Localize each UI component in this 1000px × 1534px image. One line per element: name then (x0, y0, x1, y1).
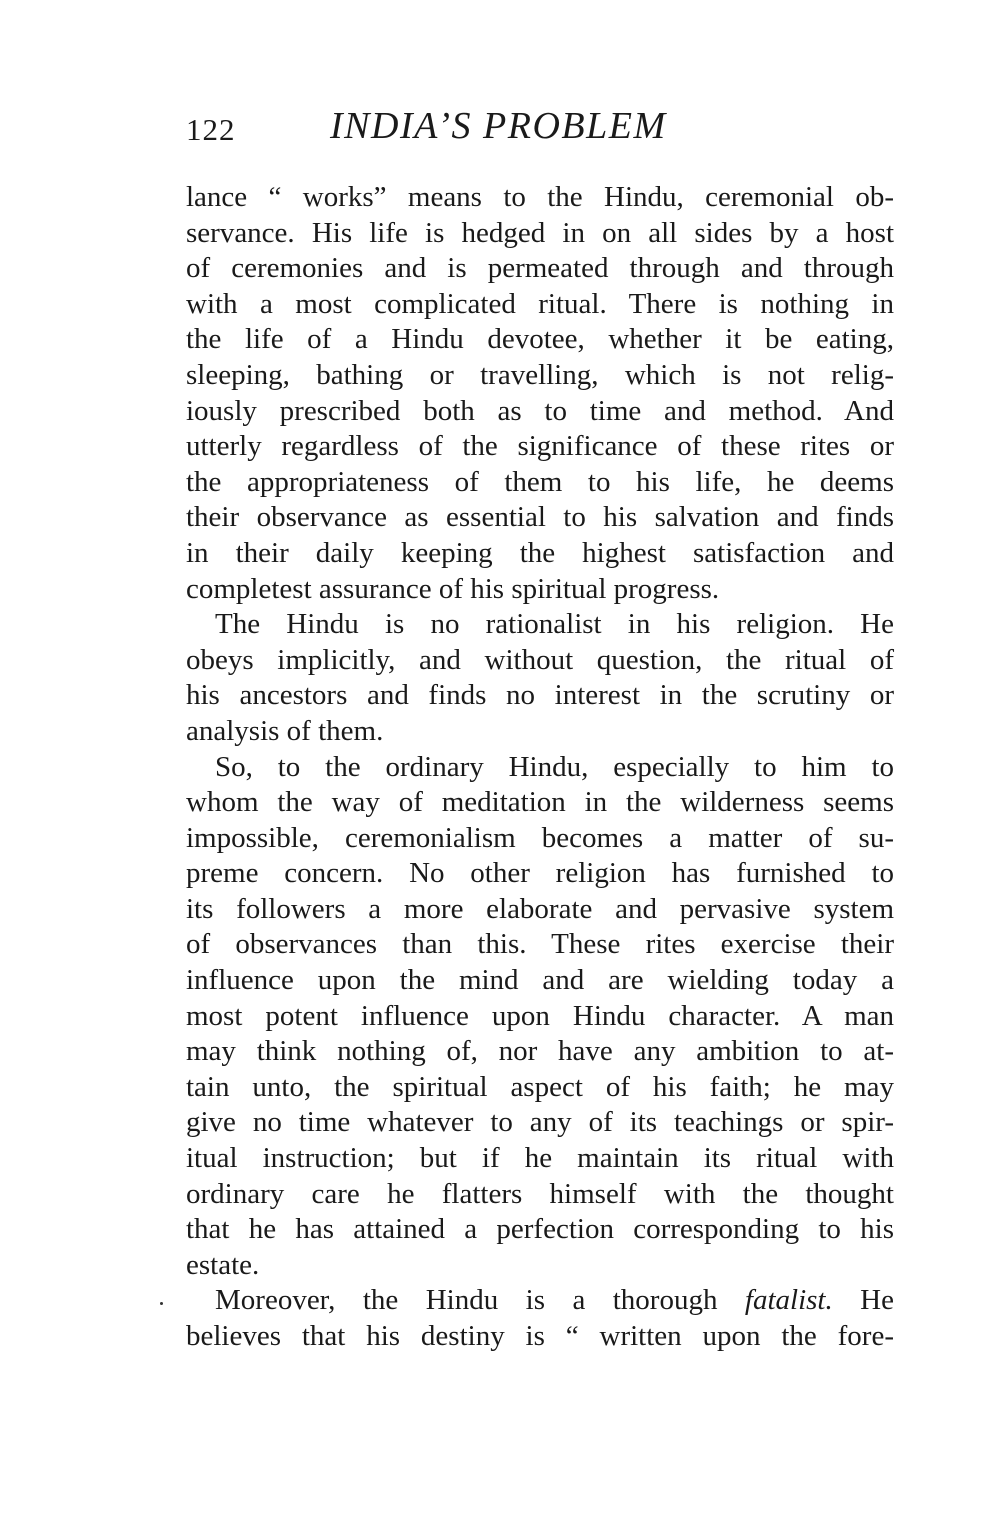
text-line: analysis of them. (186, 714, 384, 747)
text-fragment: He (860, 1284, 894, 1317)
text-line: their observance as essential to his salvation and finds (186, 501, 894, 534)
text-line: iously prescribed both as to time and method. And (186, 394, 894, 427)
stray-ink-mark (160, 1302, 163, 1305)
text-line: may think nothing of, nor have any ambition to at- (186, 1035, 894, 1068)
text-line: the life of a Hindu devotee, whether it be eating, (186, 323, 894, 356)
text-line: with a most complicated ritual. There is nothing in (186, 287, 894, 320)
text-line: of observances than this. These rites exercise their (186, 928, 894, 961)
text-line: whom the way of meditation in the wilderness seems (186, 786, 894, 819)
text-line: of ceremonies and is permeated through and through (186, 252, 894, 285)
text-line: ordinary care he flatters himself with the thought (186, 1177, 894, 1210)
text-line: tain unto, the spiritual aspect of his faith; he may (186, 1070, 894, 1103)
text-line (186, 1283, 894, 1319)
text-line: believes that his destiny is “ written upon the fore- (186, 1320, 894, 1352)
text-fragment: Moreover, the Hindu is a thorough (215, 1284, 718, 1317)
text-line: the appropriateness of them to his life, he deems (186, 465, 894, 498)
text-line: most potent influence upon Hindu character. A man (186, 999, 894, 1032)
text-line: influence upon the mind and are wielding today a (186, 964, 894, 997)
running-title: INDIA’S PROBLEM (330, 105, 667, 147)
body-text (186, 180, 894, 1355)
text-line: preme concern. No other religion has furnished to (186, 857, 894, 890)
text-line: The Hindu is no rationalist in his religion. He (215, 608, 894, 641)
text-line: that he has attained a perfection corresponding to his (186, 1213, 894, 1246)
text-line: impossible, ceremonialism becomes a matter of su- (186, 821, 894, 854)
text-line: give no time whatever to any of its teachings or spir- (186, 1106, 894, 1139)
text-line: sleeping, bathing or travelling, which is not relig- (186, 358, 894, 391)
text-line: itual instruction; but if he maintain its ritual with (186, 1142, 894, 1175)
text-line: lance “ works” means to the Hindu, ceremonial ob- (186, 181, 894, 213)
text-line: estate. (186, 1248, 260, 1281)
text-line: his ancestors and finds no interest in the scrutiny or (186, 679, 894, 712)
text-line: its followers a more elaborate and pervasive system (186, 892, 894, 925)
italic-word: fatalist. (744, 1284, 833, 1317)
running-head (186, 104, 894, 154)
text-line: utterly regardless of the significance of these rites or (186, 430, 894, 463)
text-line: obeys implicitly, and without question, the ritual of (186, 643, 894, 676)
text-line: servance. His life is hedged in on all sides by a host (186, 216, 894, 249)
text-line: in their daily keeping the highest satisfaction and (186, 536, 894, 569)
text-line: So, to the ordinary Hindu, especially to him to (215, 750, 894, 783)
page-number: 122 (186, 112, 236, 147)
text-line: completest assurance of his spiritual progress. (186, 572, 720, 605)
